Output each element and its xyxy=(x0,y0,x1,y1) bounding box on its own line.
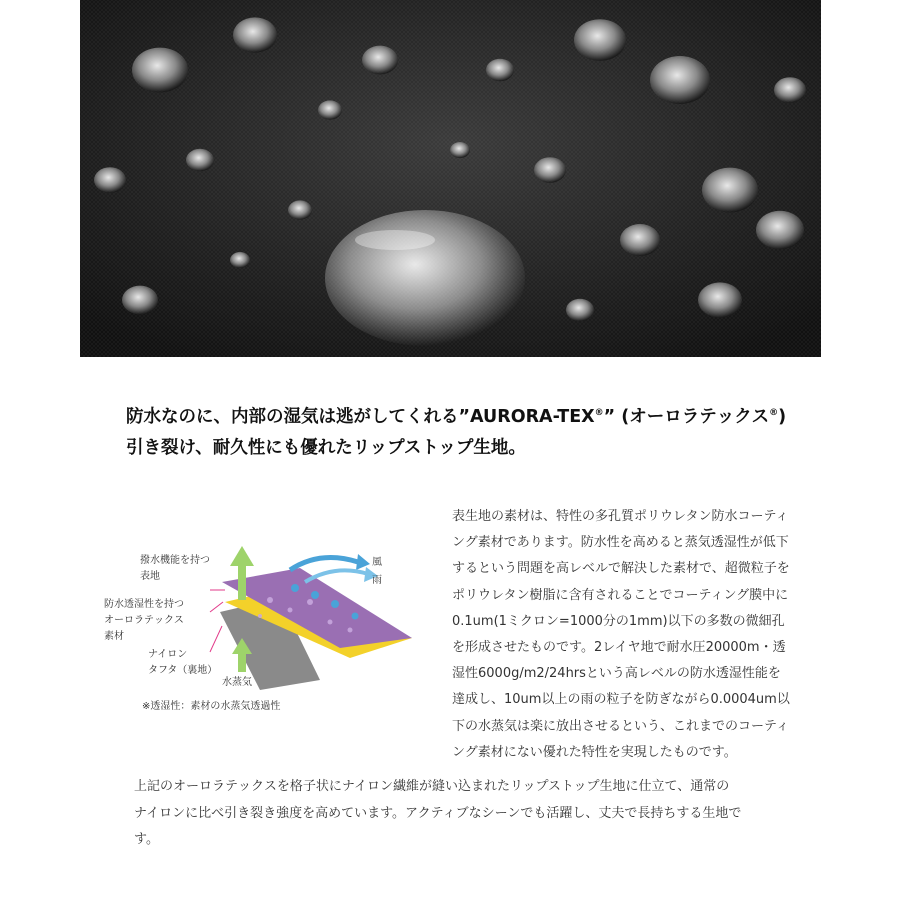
water-droplet xyxy=(486,59,514,81)
description-line: 達成し、10um以上の雨の粒子を防ぎながら0.0004um以 xyxy=(452,692,790,708)
headline xyxy=(126,398,826,464)
water-droplet xyxy=(233,17,277,52)
label-repellent: 撥水機能を持つ xyxy=(140,555,210,566)
registered-mark: ® xyxy=(594,408,604,418)
description-line: するという問題を高レベルで解決した素材で、超微粒子を xyxy=(452,561,790,577)
water-droplet xyxy=(230,252,250,268)
label-rain: 雨 xyxy=(372,575,382,586)
bottom-line: 上記のオーロラテックスを格子状にナイロン繊維が縫い込まれたリップストップ生地に仕立て、通常の xyxy=(134,779,730,794)
label-vapor: 水蒸気 xyxy=(222,677,252,688)
water-droplet xyxy=(132,48,188,93)
headline-text-2: ” (オーロラテックス xyxy=(603,406,770,427)
water-droplet xyxy=(774,77,806,103)
description-line: 0.1um(1ミクロン=1000分の1mm)以下の多数の微細孔 xyxy=(452,613,785,629)
headline-text-3: ) xyxy=(778,406,787,427)
water-droplet xyxy=(620,224,660,256)
description-line: ポリウレタン樹脂に含有されることでコーティング膜中に xyxy=(452,587,789,603)
description-line: ング素材であります。防水性を高めると蒸気透湿性が低下 xyxy=(452,535,789,551)
water-droplet xyxy=(288,200,312,219)
droplets-illustration xyxy=(80,0,821,357)
diagram-note: ※透湿性：素材の水蒸気透過性 xyxy=(142,701,281,712)
label-membrane-2: オーロラテックス xyxy=(104,615,184,626)
registered-mark: ® xyxy=(769,408,779,418)
label-lining-2: タフタ（裏地） xyxy=(148,665,218,676)
water-droplet xyxy=(756,211,804,249)
water-droplet xyxy=(362,46,398,75)
water-droplet xyxy=(94,167,126,193)
label-wind: 風 xyxy=(372,557,382,568)
headline-text-1: 防水なのに、内部の湿気は逃がしてくれる”AURORA-TEX xyxy=(126,406,595,427)
description-line: ング素材にない優れた特性を実現したものです。 xyxy=(452,744,737,760)
description-paragraph xyxy=(452,504,817,766)
description-line: 表生地の素材は、特性の多孔質ポリウレタン防水コーティ xyxy=(452,509,789,524)
wind-arrow-icon xyxy=(290,558,358,571)
description-line: を形成させたものです。2レイヤ地で耐水圧20000m・透 xyxy=(452,640,786,656)
water-droplet xyxy=(650,56,710,104)
water-droplet xyxy=(566,299,594,321)
label-membrane: 防水透湿性を持つ xyxy=(104,599,184,610)
fabric-layer-diagram xyxy=(100,540,430,720)
water-droplet xyxy=(698,282,742,317)
headline-line-2: 引き裂け、耐久性にも優れたリップストップ生地。 xyxy=(126,437,526,458)
water-droplet xyxy=(122,286,158,315)
headline-line-1 xyxy=(126,398,826,433)
bottom-paragraph xyxy=(134,774,814,854)
label-repellent-2: 表地 xyxy=(140,571,160,582)
bottom-line: ナイロンに比べ引き裂き強度を高めています。アクティブなシーンでも活躍し、丈夫で長持ちする生地で xyxy=(134,805,742,821)
label-lining: ナイロン xyxy=(148,649,188,660)
label-membrane-3: 素材 xyxy=(104,631,124,642)
bottom-line: す。 xyxy=(134,832,159,847)
description-line: 下の水蒸気は楽に放出させるという、これまでのコーティ xyxy=(452,718,789,734)
water-droplet xyxy=(574,19,626,61)
water-droplet xyxy=(186,149,214,171)
description-line: 湿性6000g/m2/24hrsという高レベルの防水透湿性能を xyxy=(452,666,781,682)
hero-water-droplets-photo xyxy=(80,0,821,357)
water-droplet xyxy=(534,157,566,183)
water-droplet xyxy=(450,142,470,158)
water-droplet xyxy=(318,100,342,119)
water-droplet xyxy=(702,168,758,213)
